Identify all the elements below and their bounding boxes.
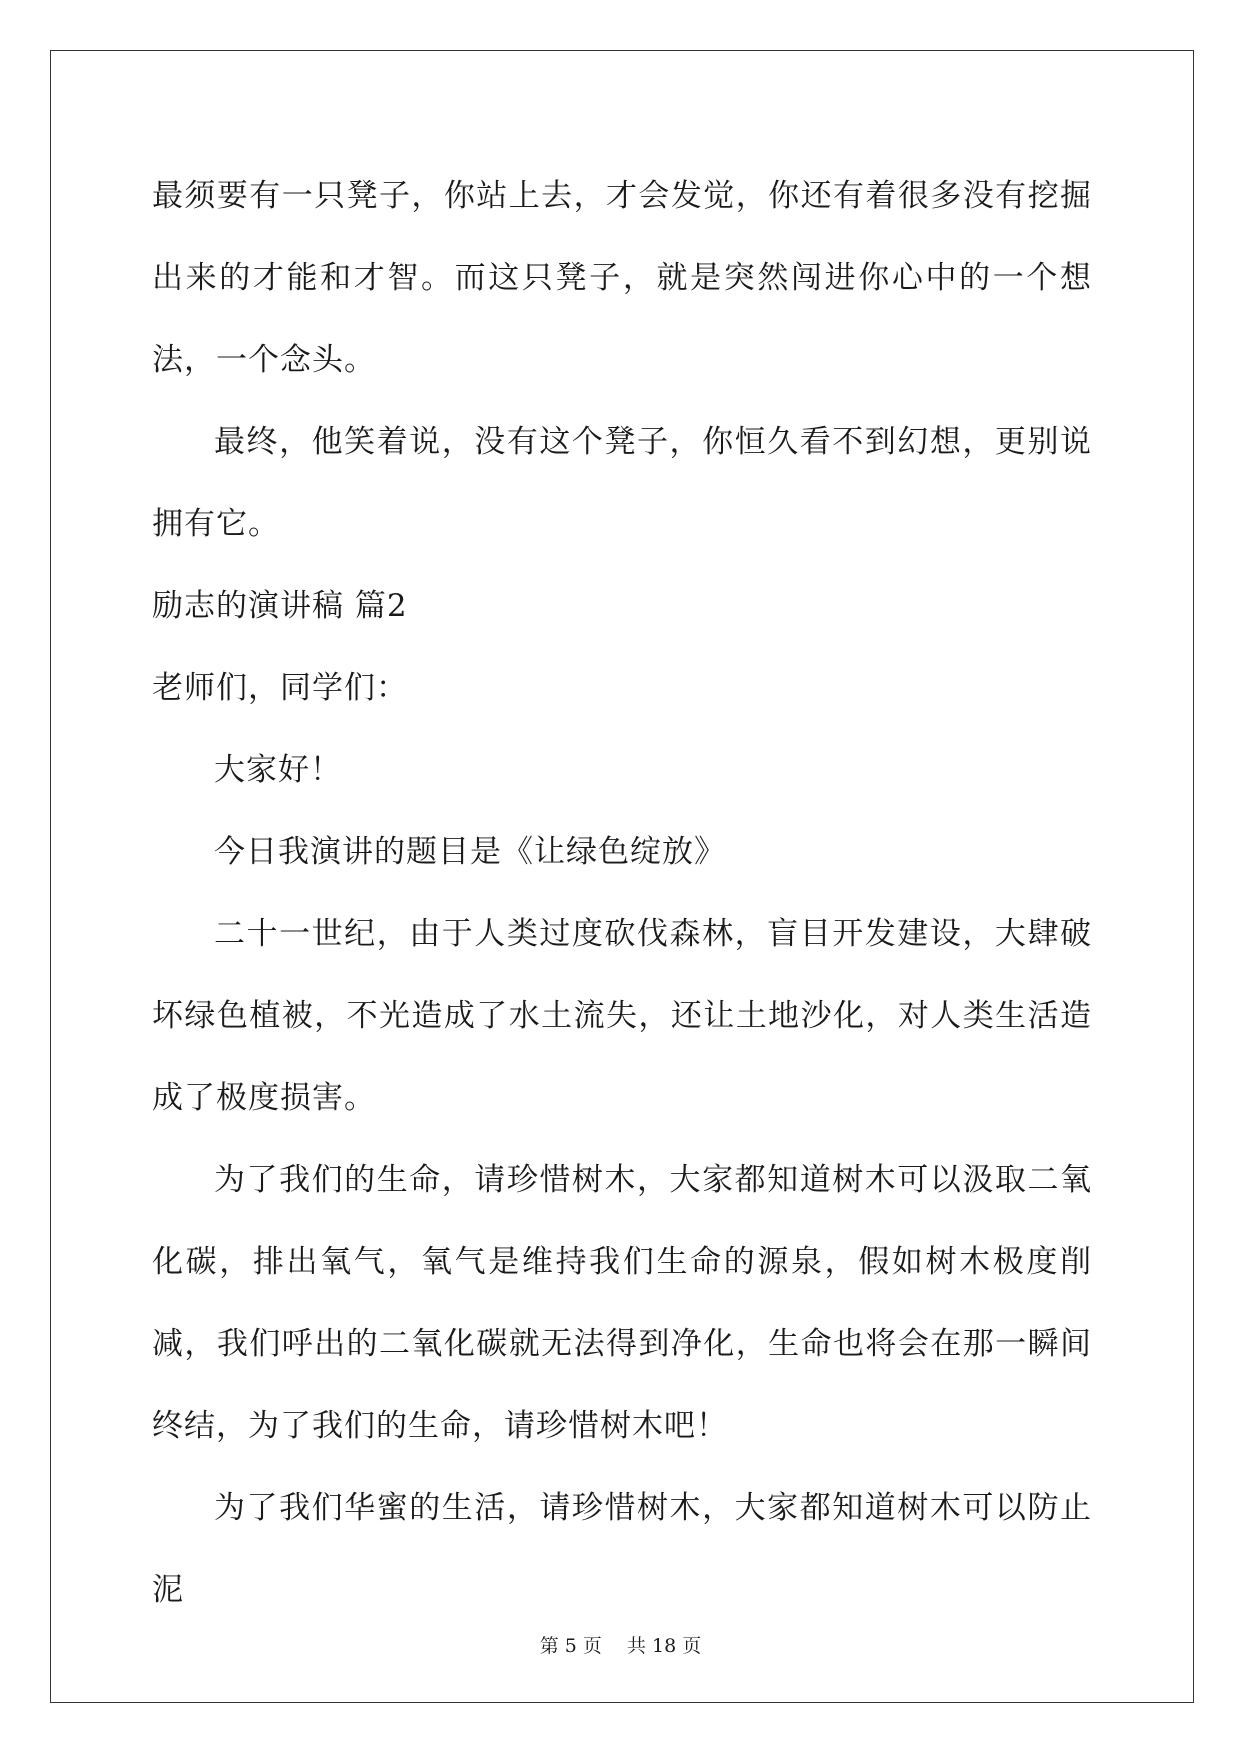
paragraph: 二十一世纪，由于人类过度砍伐森林，盲目开发建设，大肆破坏绿色植被，不光造成了水土流失，还让土地沙化，对人类生活造成了极度损害。 (152, 916, 1092, 1116)
paragraph: 最终，他笑着说，没有这个凳子，你恒久看不到幻想，更别说拥有它。 (152, 424, 1092, 542)
paragraph: 最须要有一只凳子，你站上去，才会发觉，你还有着很多没有挖掘出来的才能和才智。而这只凳子，就是突然闯进你心中的一个想法，一个念头。 (152, 178, 1092, 378)
paragraph: 今日我演讲的题目是《让绿色绽放》 (214, 834, 726, 870)
section-heading: 励志的演讲稿 篇2 (152, 588, 408, 624)
paragraph: 为了我们华蜜的生活，请珍惜树木，大家都知道树木可以防止泥 (152, 1490, 1092, 1608)
document-body (152, 155, 1092, 1631)
paragraph: 为了我们的生命，请珍惜树木，大家都知道树木可以汲取二氧化碳，排出氧气，氧气是维持我们生命的源泉，假如树木极度削减，我们呼出的二氧化碳就无法得到净化，生命也将会在那一瞬间终结，为了我们的生命，请珍惜树木吧！ (152, 1162, 1092, 1444)
paragraph: 大家好！ (214, 752, 342, 788)
page-number-footer: 第 5 页 共 18 页 (539, 1635, 702, 1657)
salutation: 老师们，同学们： (152, 670, 408, 706)
